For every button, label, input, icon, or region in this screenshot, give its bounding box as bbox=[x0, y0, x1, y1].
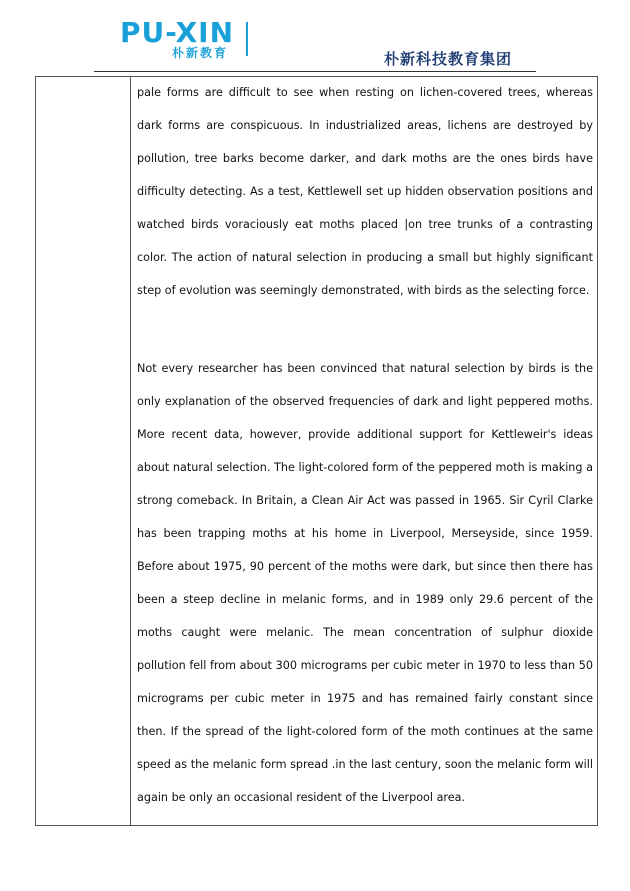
logo-wordmark: PU-XIN bbox=[120, 16, 235, 49]
paragraph-2: Not every researcher has been convinced that natural selection by birds is the only explanation of the observed frequencies of dark and light peppered moths. More recent data, however, provide additional support for Kettleweir's ideas about natural selection. The light-colored form of the peppered moth is making a strong comeback. In Britain, a Clean Air Act was passed in 1965. Sir Cyril Clarke has been trapping moths at his home in Liverpool, Merseyside, since 1959. Before about 1975, 90 percent of the moths were dark, but since then there has been a steep decline in melanic forms, and in 1989 only 29.6 percent of the moths caught were melanic. The mean concentration of sulphur dioxide pollution fell from about 300 micrograms per cubic meter in 1970 to less than 50 micrograms per cubic meter in 1975 and has remained fairly constant since then. If the spread of the light-colored form of the moth continues at the same speed as the melanic form spread .in the last century, soon the melanic form will again be only an occasional resident of the Liverpool area. bbox=[137, 362, 593, 804]
paragraph-1: pale forms are difficult to see when resting on lichen-covered trees, whereas dark forms are conspicuous. In industrialized areas, lichens are destroyed by pollution, tree barks become darker, and dark moths are the ones birds have difficulty detecting. As a test, Kettlewell set up hidden observation positions and watched birds voraciously eat moths placed |on tree trunks of a contrasting color. The action of natural selection in producing a small but highly significant step of evolution was seemingly demonstrated, with birds as the selecting force. bbox=[137, 86, 593, 297]
logo-divider bbox=[246, 22, 248, 56]
logo-subtitle: 朴新教育 bbox=[172, 46, 229, 60]
header-rule bbox=[94, 71, 536, 72]
frame-column-divider bbox=[130, 76, 131, 826]
puxin-logo bbox=[120, 18, 260, 62]
company-name: 朴新科技教育集团 bbox=[384, 50, 513, 68]
